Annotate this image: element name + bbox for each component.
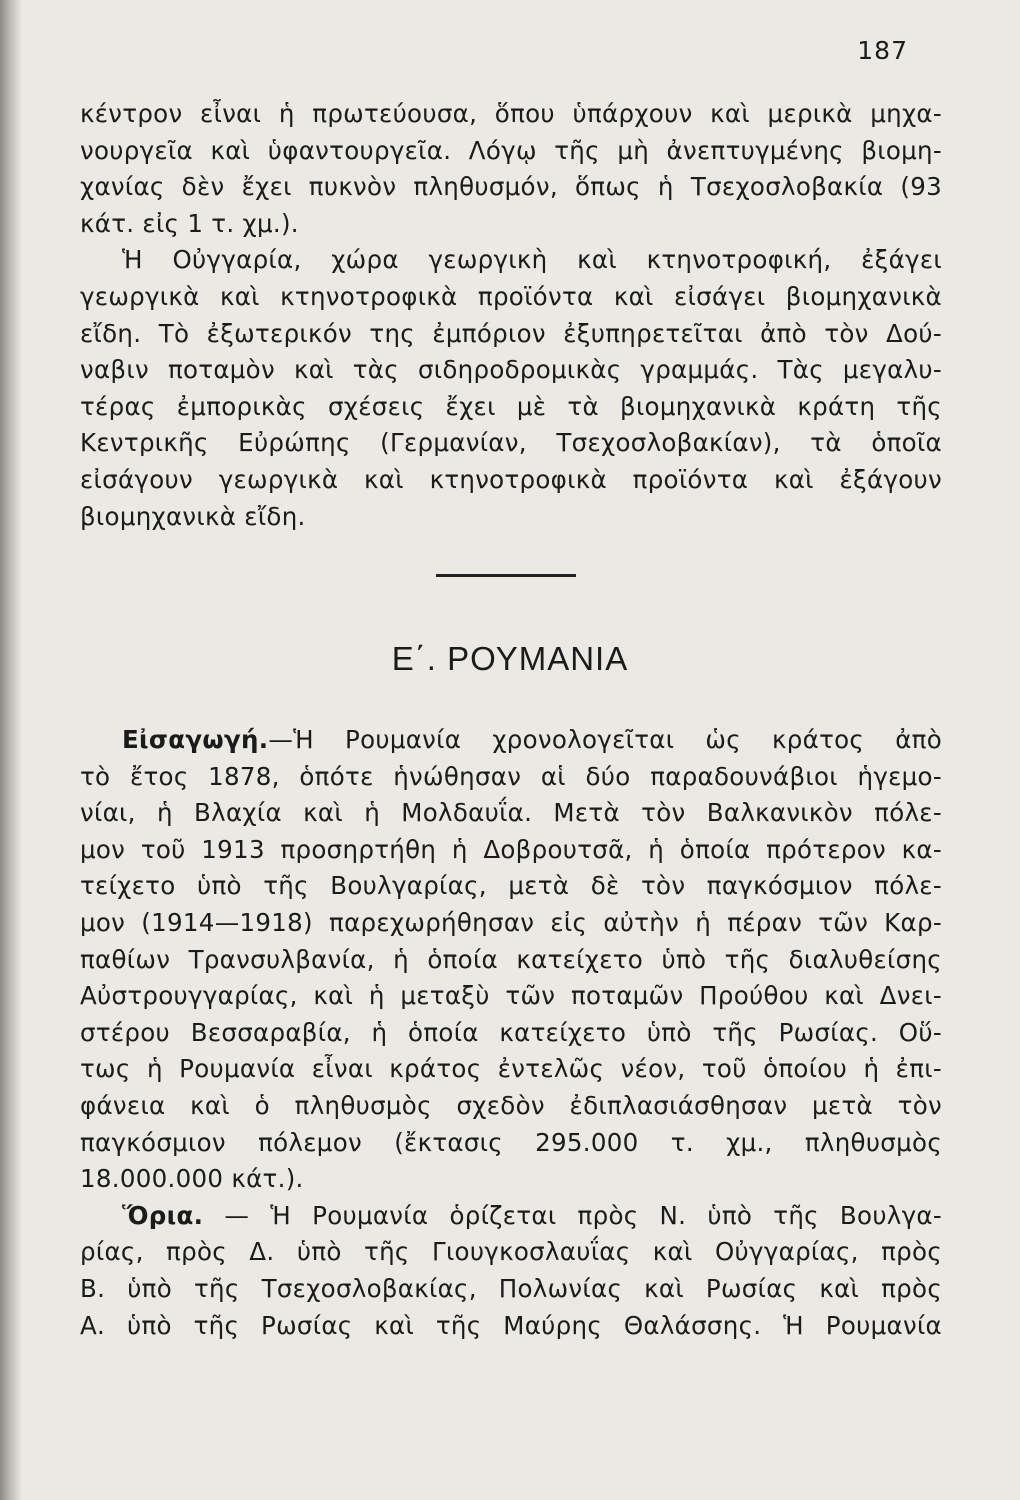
text-line: 18.000.000 κάτ.). [80, 1164, 304, 1194]
borders-first-line [80, 1198, 942, 1235]
text-line: Αὐστρουγγαρίας, καὶ ἡ μεταξὺ τῶν ποταμῶν Προύθου καὶ Δνει- [80, 981, 942, 1011]
text-line: ναβιν ποταμὸν καὶ τὰς σιδηροδρομικὰς γραμμάς. Τὰς μεγαλυ- [80, 355, 942, 385]
text-line: παγκόσμιον πόλεμον (ἔκτασις 295.000 τ. χμ., πληθυσμὸς [80, 1127, 942, 1157]
text-line: Β. ὑπὸ τῆς Τσεχοσλοβακίας, Πολωνίας καὶ Ρωσίας καὶ πρὸς [80, 1273, 942, 1303]
text-line: τὸ ἔτος 1878, ὁπότε ἡνώθησαν αἱ δύο παραδουνάβιοι ἡγεμο- [80, 761, 942, 791]
text-line: κάτ. εἰς 1 τ. χμ.). [80, 208, 299, 238]
text-line: γεωργικὰ καὶ κτηνοτροφικὰ προϊόντα καὶ εἰσάγει βιομηχανικὰ [80, 281, 942, 311]
text-line: Κεντρικῆς Εὐρώπης (Γερμανίαν, Τσεχοσλοβακίαν), τὰ ὁποῖα [80, 428, 942, 458]
intro-heading: Εἰσαγωγή. [122, 725, 269, 754]
intro-first-line [80, 722, 942, 759]
binding-shadow [0, 0, 22, 1500]
romania-section [80, 722, 942, 1344]
hungary-economy-paragraph [80, 96, 942, 535]
text-line: παθίων Τρανσυλβανία, ἡ ὁποία κατείχετο ὑπὸ τῆς διαλυθείσης [80, 944, 942, 974]
text-line: νουργεῖα καὶ ὑφαντουργεῖα. Λόγῳ τῆς μὴ ἀνεπτυγμένης βιομη- [80, 135, 942, 165]
text-line: τως ἡ Ρουμανία εἶναι κράτος ἐντελῶς νέον, τοῦ ὁποίου ἡ ἐπι- [80, 1054, 942, 1084]
text-line: Ἡ Οὐγγαρία, χώρα γεωργικὴ καὶ κτηνοτροφική, ἐξάγει [122, 245, 942, 275]
intro-first-line-text: —Ἡ Ρουμανία χρονολογεῖται ὡς κράτος ἀπὸ [268, 725, 942, 754]
text-line: τείχετο ὑπὸ τῆς Βουλγαρίας, μετὰ δὲ τὸν παγκόσμιον πόλε- [80, 871, 942, 901]
text-line: χανίας δὲν ἔχει πυκνὸν πληθυσμόν, ὅπως ἡ Τσεχοσλοβακία (93 [80, 172, 942, 202]
text-line: τέρας ἐμπορικὰς σχέσεις ἔχει μὲ τὰ βιομηχανικὰ κράτη τῆς [80, 391, 942, 421]
text-line: μον (1914—1918) παρεχωρήθησαν εἰς αὐτὴν ἡ πέραν τῶν Καρ- [80, 907, 942, 937]
text-line: εἰσάγουν γεωργικὰ καὶ κτηνοτροφικὰ προϊόντα καὶ ἐξάγουν [80, 464, 942, 494]
borders-first-line-text: — Ἡ Ρουμανία ὁρίζεται πρὸς Ν. ὑπὸ τῆς Βουλγα- [203, 1200, 942, 1230]
borders-heading: Ὅρια. [122, 1200, 204, 1230]
text-line: βιομηχανικὰ εἴδη. [80, 501, 306, 531]
chapter-title: Ε΄. ΡΟΥΜΑΝΙΑ [391, 640, 629, 677]
text-line: εἴδη. Τὸ ἐξωτερικόν της ἐμπόριον ἐξυπηρετεῖται ἀπὸ τὸν Δού- [80, 318, 942, 348]
text-line: ρίας, πρὸς Δ. ὑπὸ τῆς Γιουγκοσλαυΐας καὶ Οὐγγαρίας, πρὸς [80, 1237, 942, 1267]
text-line: στέρου Βεσσαραβία, ἡ ὁποία κατείχετο ὑπὸ τῆς Ρωσίας. Οὕ- [80, 1017, 942, 1047]
text-line: νίαι, ἡ Βλαχία καὶ ἡ Μολδαυΐα. Μετὰ τὸν Βαλκανικὸν πόλε- [80, 798, 942, 828]
text-line: Α. ὑπὸ τῆς Ρωσίας καὶ τῆς Μαύρης Θαλάσσης. Ἡ Ρουμανία [80, 1310, 942, 1340]
section-divider [436, 574, 576, 577]
text-line: φάνεια καὶ ὁ πληθυσμὸς σχεδὸν ἐδιπλασιάσθησαν μετὰ τὸν [80, 1090, 942, 1120]
page-number: 187 [857, 36, 908, 65]
text-line: κέντρον εἶναι ἡ πρωτεύουσα, ὅπου ὑπάρχουν καὶ μερικὰ μηχα- [80, 99, 942, 128]
text-line: μον τοῦ 1913 προσηρτήθη ἡ Δοβρουτσᾶ, ἡ ὁποία πρότερον κα- [80, 834, 942, 864]
